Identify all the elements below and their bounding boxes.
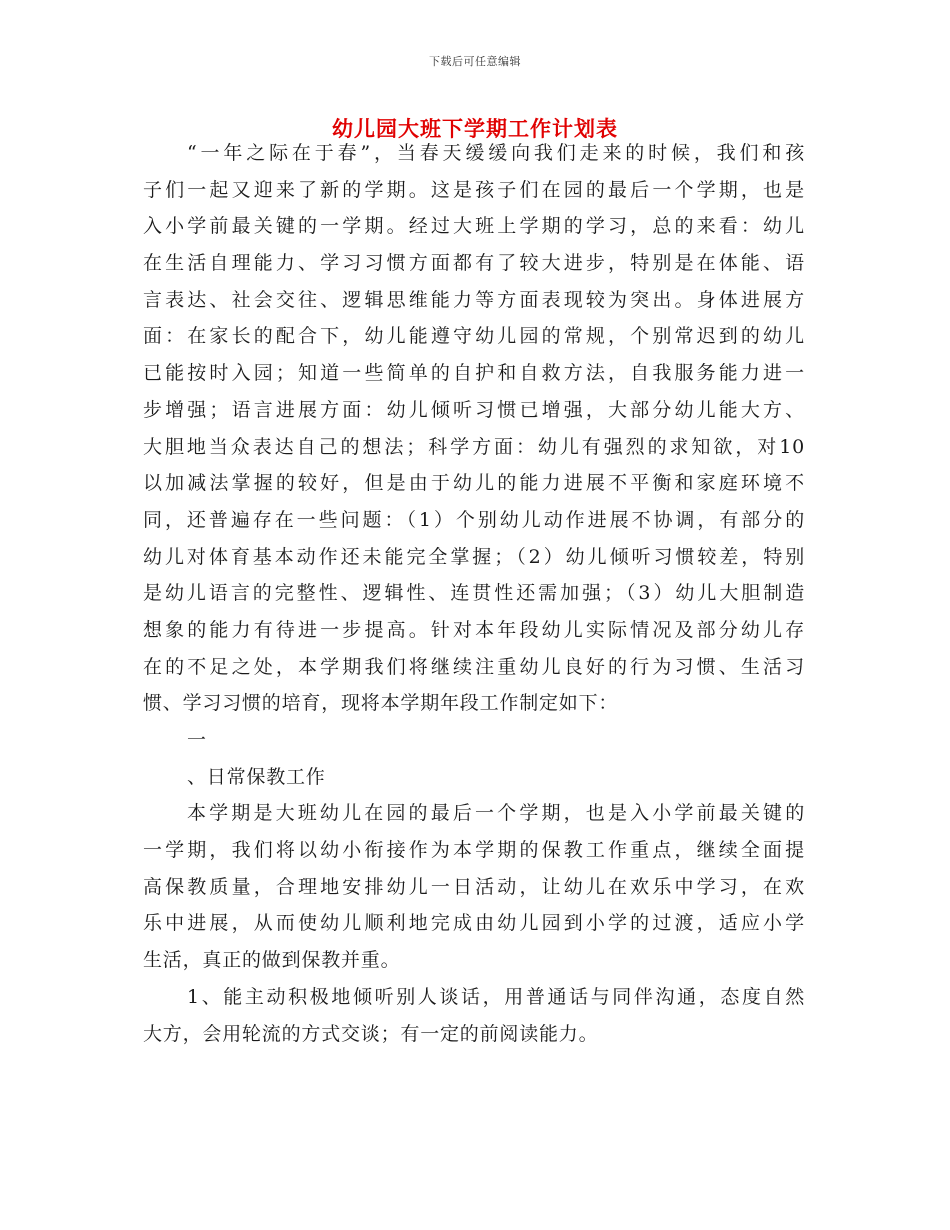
body-line: 高保教质量，合理地安排幼儿一日活动，让幼儿在欢乐中学习，在欢 xyxy=(143,875,805,898)
body-line: 子们一起又迎来了新的学期。这是孩子们在园的最后一个学期，也是 xyxy=(143,178,805,201)
body-line: 惯、学习习惯的培育，现将本学期年段工作制定如下： xyxy=(143,692,619,715)
body-line: 是幼儿语言的完整性、逻辑性、连贯性还需加强；（3）幼儿大胆制造 xyxy=(143,582,805,605)
document-body xyxy=(143,135,805,1052)
list-item-line: 大方，会用轮流的方式交谈；有一定的前阅读能力。 xyxy=(143,1022,599,1045)
body-line: 一学期，我们将以幼小衔接作为本学期的保教工作重点，继续全面提 xyxy=(143,839,805,862)
section-heading: 、日常保教工作 xyxy=(187,765,326,788)
section-number: 一 xyxy=(187,729,207,751)
page-header-note: 下载后可任意编辑 xyxy=(429,55,521,68)
body-line: 大胆地当众表达自己的想法；科学方面：幼儿有强烈的求知欲，对10 xyxy=(143,435,805,458)
body-line: 言表达、社会交往、逻辑思维能力等方面表现较为突出。身体进展方 xyxy=(143,288,805,311)
body-line: 在生活自理能力、学习习惯方面都有了较大进步，特别是在体能、语 xyxy=(143,252,805,275)
body-line: 幼儿对体育基本动作还未能完全掌握；（2）幼儿倾听习惯较差，特别 xyxy=(143,545,805,568)
body-line: “一年之际在于春”，当春天缓缓向我们走来的时候，我们和孩 xyxy=(187,142,805,164)
document-title: 幼儿园大班下学期工作计划表 xyxy=(332,116,618,141)
body-line: 入小学前最关键的一学期。经过大班上学期的学习，总的来看：幼儿 xyxy=(143,215,805,238)
list-item-line: 1、能主动积极地倾听别人谈话，用普通话与同伴沟通，态度自然 xyxy=(187,985,805,1008)
body-line: 想象的能力有待进一步提高。针对本年段幼儿实际情况及部分幼儿存 xyxy=(143,618,805,641)
body-line: 同，还普遍存在一些问题：（1）个别幼儿动作进展不协调，有部分的 xyxy=(143,508,805,531)
body-line: 面：在家长的配合下，幼儿能遵守幼儿园的常规，个别常迟到的幼儿 xyxy=(143,325,805,348)
body-line: 本学期是大班幼儿在园的最后一个学期，也是入小学前最关键的 xyxy=(187,802,805,825)
body-line: 在的不足之处，本学期我们将继续注重幼儿良好的行为习惯、生活习 xyxy=(143,655,805,678)
body-line: 以加减法掌握的较好，但是由于幼儿的能力进展不平衡和家庭环境不 xyxy=(143,472,805,495)
body-line: 生活，真正的做到保教并重。 xyxy=(143,949,401,972)
body-line: 乐中进展，从而使幼儿顺利地完成由幼儿园到小学的过渡，适应小学 xyxy=(143,912,805,935)
body-line: 已能按时入园；知道一些简单的自护和自救方法，自我服务能力进一 xyxy=(143,362,805,385)
body-line: 步增强；语言进展方面：幼儿倾听习惯已增强，大部分幼儿能大方、 xyxy=(143,398,805,421)
